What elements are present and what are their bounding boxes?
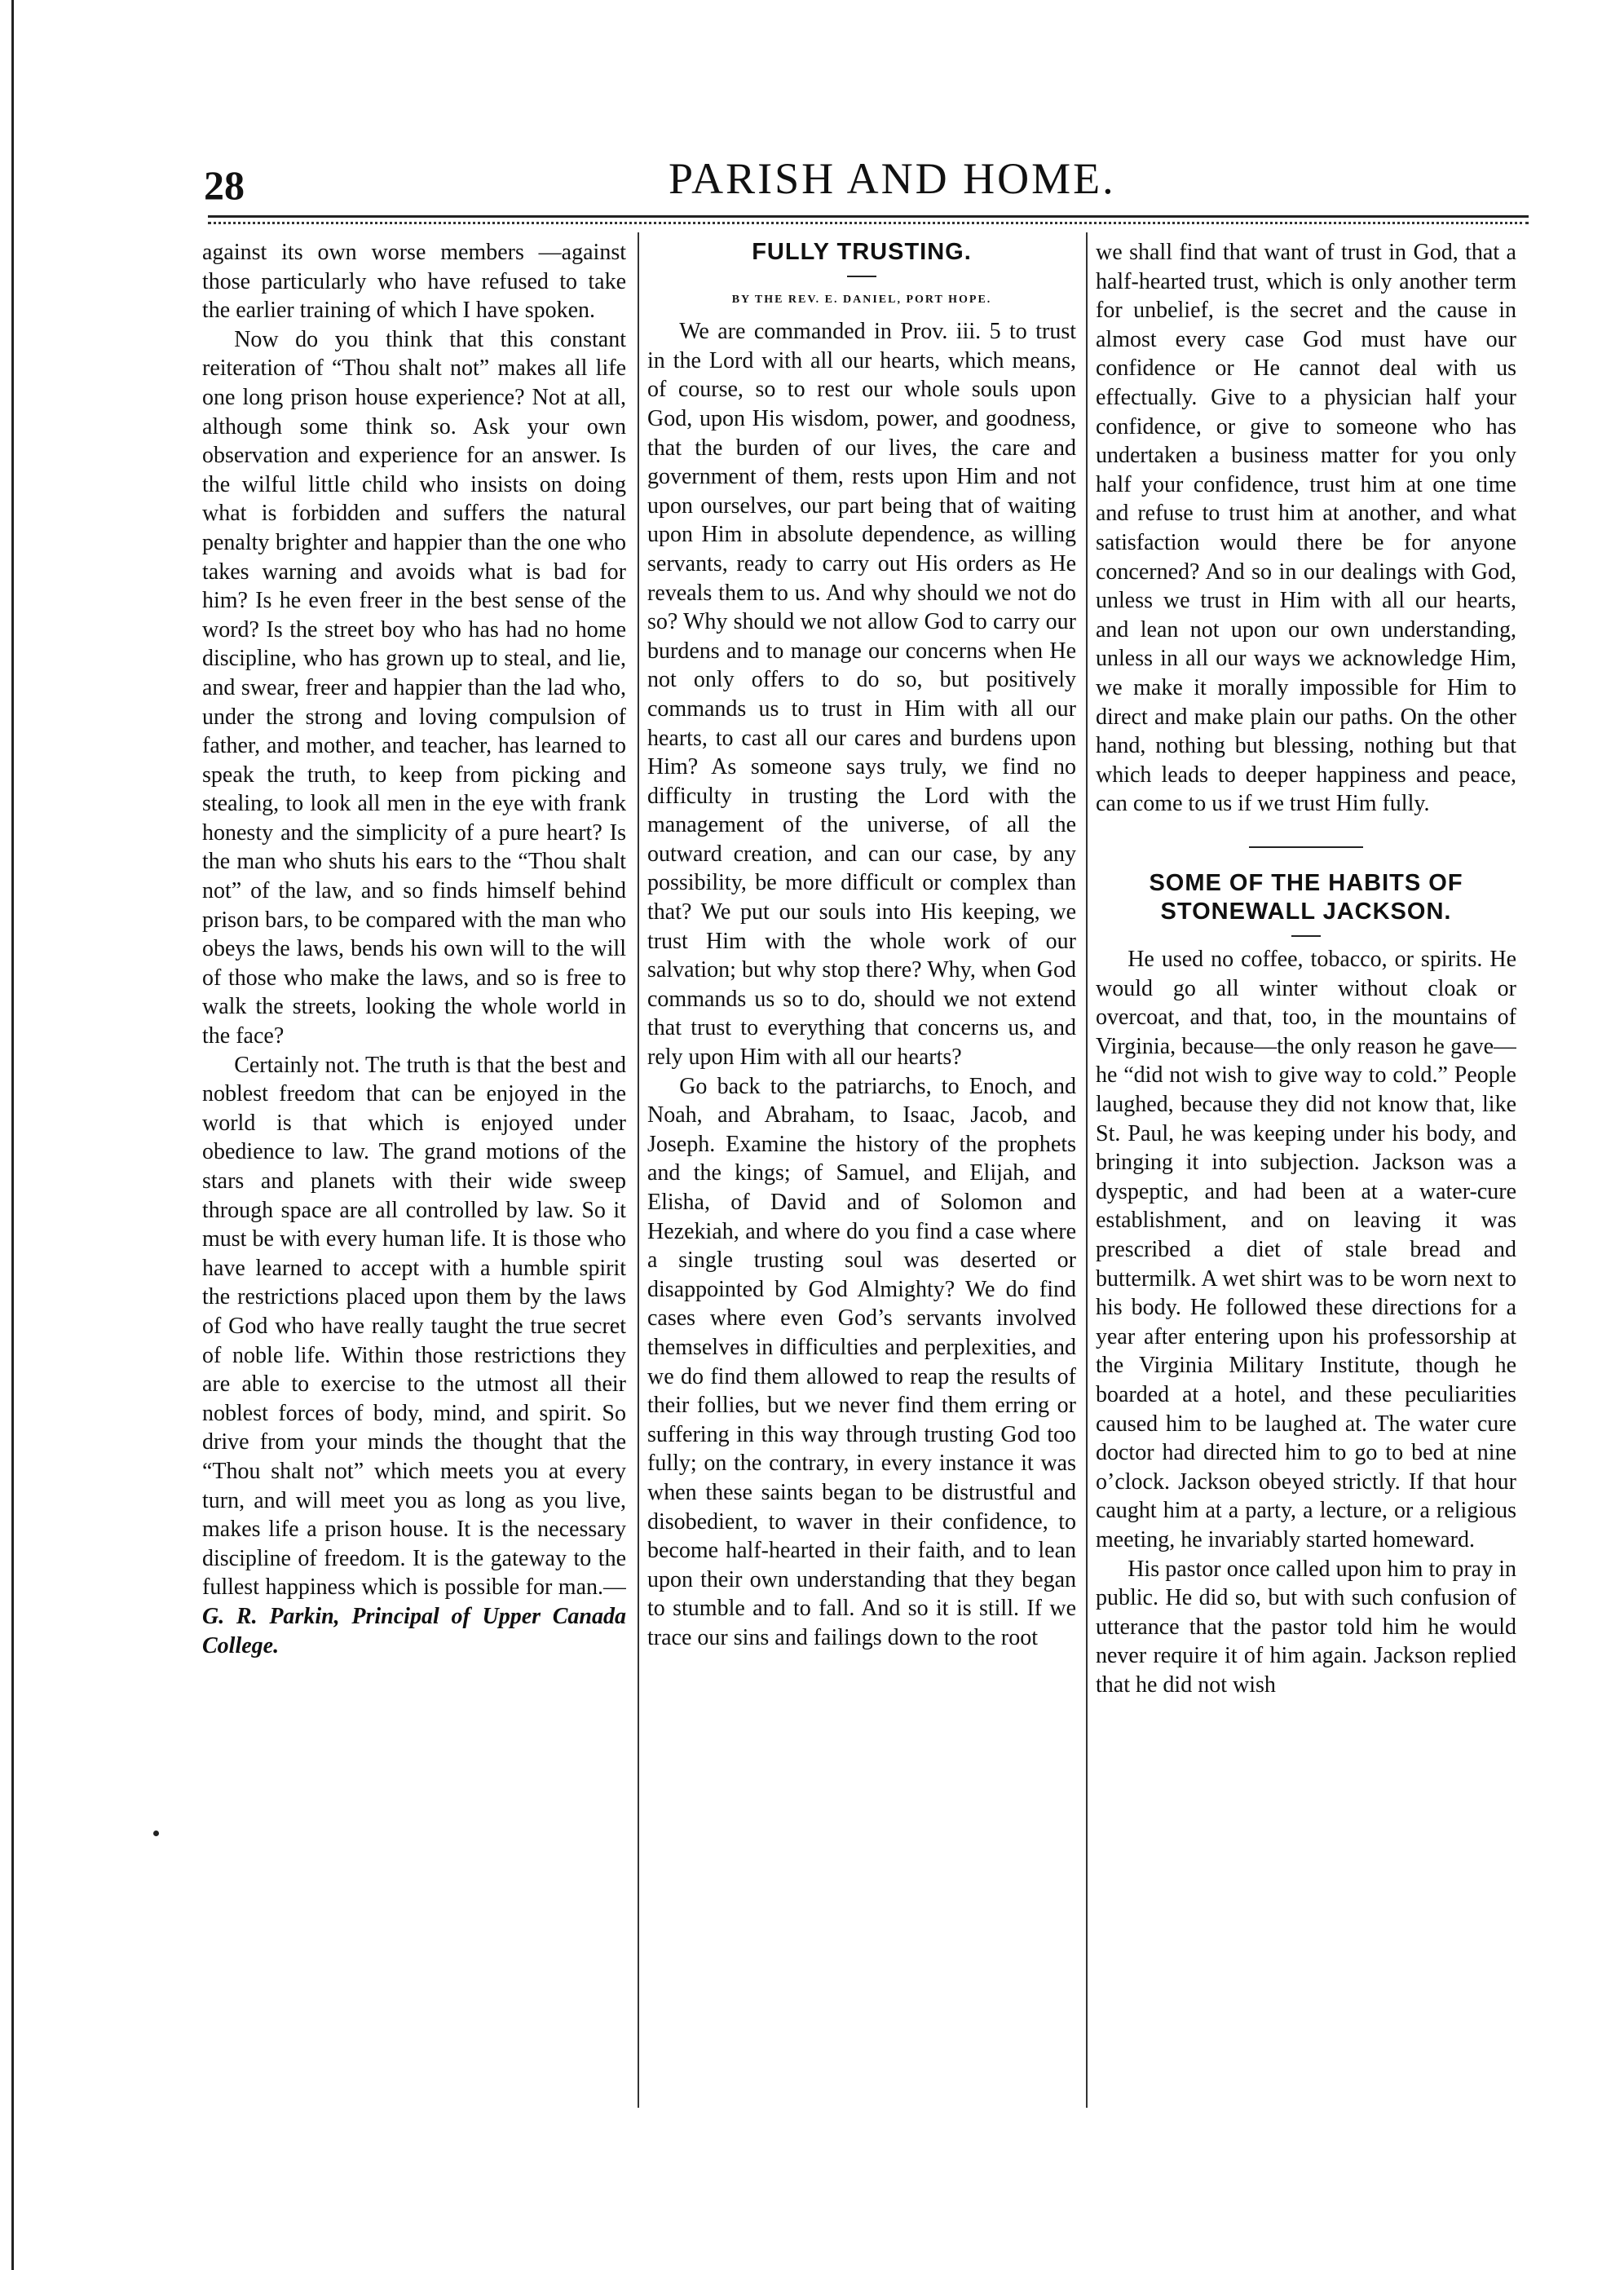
paragraph: we shall find that want of trust in God, that a half-hearted trust, which is only another term for unbelief, is the secret and the cause in almost every case God must have our confidence or He cannot deal with us effectually. Give to a physician half your confidence, or give to someone who has undertaken a business matter for you only half your confidence, trust him at one time and refuse to trust him at another, and what satisfaction would there be for anyone concerned? And so in our dealings with God, unless we trust in Him with all our hearts, and lean not upon our own understanding, unless in all our ways we acknowledge Him, we make it morally impossible for Him to direct and make plain our paths. On the other hand, nothing but blessing, nothing but that which leads to deeper happiness and peace, can come to us if we trust Him fully.	[1096, 240, 1516, 817]
article-title	[1096, 869, 1516, 927]
section-rule	[1249, 846, 1363, 848]
title-dash	[1291, 935, 1321, 937]
paragraph: against its own worse members —against those particularly who have refused to take the earlier training of which I have spoken.	[202, 240, 626, 324]
paragraph: His pastor once called upon him to pray in public. He did so, but with such confusion of utterance that the pastor told him he would never require it of him again. Jackson replied that he did not wish	[1096, 1556, 1516, 1698]
paragraph: Go back to the patriarchs, to Enoch, and Noah, and Abraham, to Isaac, Jacob, and Joseph. Examine the history of the prophets and the kings; of Samuel, and Elijah, and Elisha, of David and of Solomon and Hezekiah, and where do you find a case where a single trusting soul was deserted or disappointed by God Almighty? We do find cases where even God’s servants involved themselves in difficulties and perplexities, and we do find them allowed to reap the results of their follies, but we never find them erring or suffering in this way through trusting God too fully; on the contrary, in every instance it was when these saints began to be distrustful and disobedient, to waver in their confidence, to become half-hearted in their faith, and to lean upon their own understanding that they began to stumble and to fall. And so it is still. If we trace our sins and failings down to the root	[647, 1073, 1076, 1650]
article-title-line: SOME OF THE HABITS OF	[1149, 869, 1463, 896]
page-number: 28	[204, 162, 245, 208]
byline: BY THE REV. E. DANIEL, PORT HOPE.	[731, 293, 992, 306]
paragraph: He used no coffee, tobacco, or spirits. He would go all winter without cloak or overcoat, and that, too, in the mountains of Virginia, because—the only reason he gave—he “did not wish to give way to cold.” People laughed, because they did not know that, like St. Paul, he was keeping under his body, and bringing it into subjection. Jackson was a dyspeptic, and had been at a water-cure establishment, and on leaving it was prescribed a diet of stale bread and buttermilk. A wet shirt was to be worn next to his body. He followed these directions for a year after entering upon his professorship at the Virginia Military Institute, though he boarded at a hotel, and these peculiarities caused him to be laughed at. The water cure doctor had directed him to go to bed at nine o’clock. Jackson obeyed strictly. If that hour caught him at a party, a lecture, or a religious meeting, he invariably started homeward.	[1096, 947, 1516, 1552]
column-divider-right	[1086, 232, 1088, 2108]
paragraph	[202, 1051, 626, 1660]
column-3	[1096, 238, 1516, 2162]
article-title-line: STONEWALL JACKSON.	[1160, 899, 1452, 925]
column-1	[202, 238, 626, 2162]
running-title: PARISH AND HOME.	[669, 154, 1116, 203]
ink-speck	[153, 1831, 159, 1836]
paragraph: We are commanded in Prov. iii. 5 to trust in the Lord with all our hearts, which means, of course, so to rest our whole souls upon God, upon His wisdom, power, and goodness, that the burden of our lives, the care and government of them, rests upon Him and not upon ourselves, our part being that of waiting upon Him in absolute dependence, as willing servants, ready to carry out His orders as He reveals them to us. And why should we not do so? Why should we not allow God to carry our burdens and to manage our concerns when He not only offers to do so, but positively commands us to trust in Him with all our hearts, to cast all our cares and burdens upon Him? As someone says truly, we find no difficulty in trusting the Lord with the management of the universe, of all the outward creation, and can our case, by any possibility, be more difficult or complex than that? We put our souls into His keeping, we trust Him with the whole work of our salvation; but why stop there? Why, when God commands us so to do, should we not extend that trust to everything that concerns us, and rely upon Him with all our hearts?	[647, 319, 1076, 1071]
article-title-text: FULLY TRUSTING.	[752, 239, 972, 265]
paragraph: Now do you think that this constant reiteration of “Thou shalt not” makes all life one long prison house experience? Not at all, although some think so. Ask your own observation and experience for an answer. Is the wilful little child who insists on doing what is forbidden and suffers the natural penalty brighter and happier than the one who takes warning and avoids what is bad for him? Is he even freer in the best sense of the word? Is the street boy who has had no home discipline, who has grown up to steal, and lie, and swear, freer and happier than the lad who, under the strong and loving compulsion of father, and mother, and teacher, has learned to speak the truth, to keep from picking and stealing, to look all men in the eye with frank honesty and the simplicity of a pure heart? Is the man who shuts his ears to the “Thou shalt not” of the law, and so finds himself behind prison bars, to be compared with the man who obeys the laws, bends his own will to the will of those who make the laws, and so is free to walk the streets, looking the whole world in the face?	[202, 326, 626, 1049]
header-dotted-rule	[208, 222, 1529, 224]
column-2	[647, 238, 1076, 2162]
header-rule	[208, 215, 1529, 218]
author-signature: G. R. Parkin, Principal of Upper Canada College.	[202, 1603, 626, 1658]
paragraph-text: Certainly not. The truth is that the best and noblest freedom that can be enjoyed in the world is that which is enjoyed under obedience to law. The grand motions of the stars and planets with their wide sweep through space are all controlled by law. So it must be with every human life. It is those who have learned to accept with a humble spirit the restrictions placed upon them by the laws of God who have really taught the true secret of noble life. Within those restrictions they are able to exercise to the utmost all their noblest forces of body, mind, and spirit. So drive from your minds the thought that the “Thou shalt not” which meets you at every turn, and will meet you as long as you live, makes life a prison house. It is the necessary discipline of freedom. It is the gateway to the fullest happiness which is possible for man.—	[202, 1052, 626, 1601]
column-divider-left	[638, 232, 639, 2108]
title-dash	[847, 276, 876, 277]
page-edge-rule	[11, 0, 14, 2270]
article-title	[647, 238, 1076, 267]
